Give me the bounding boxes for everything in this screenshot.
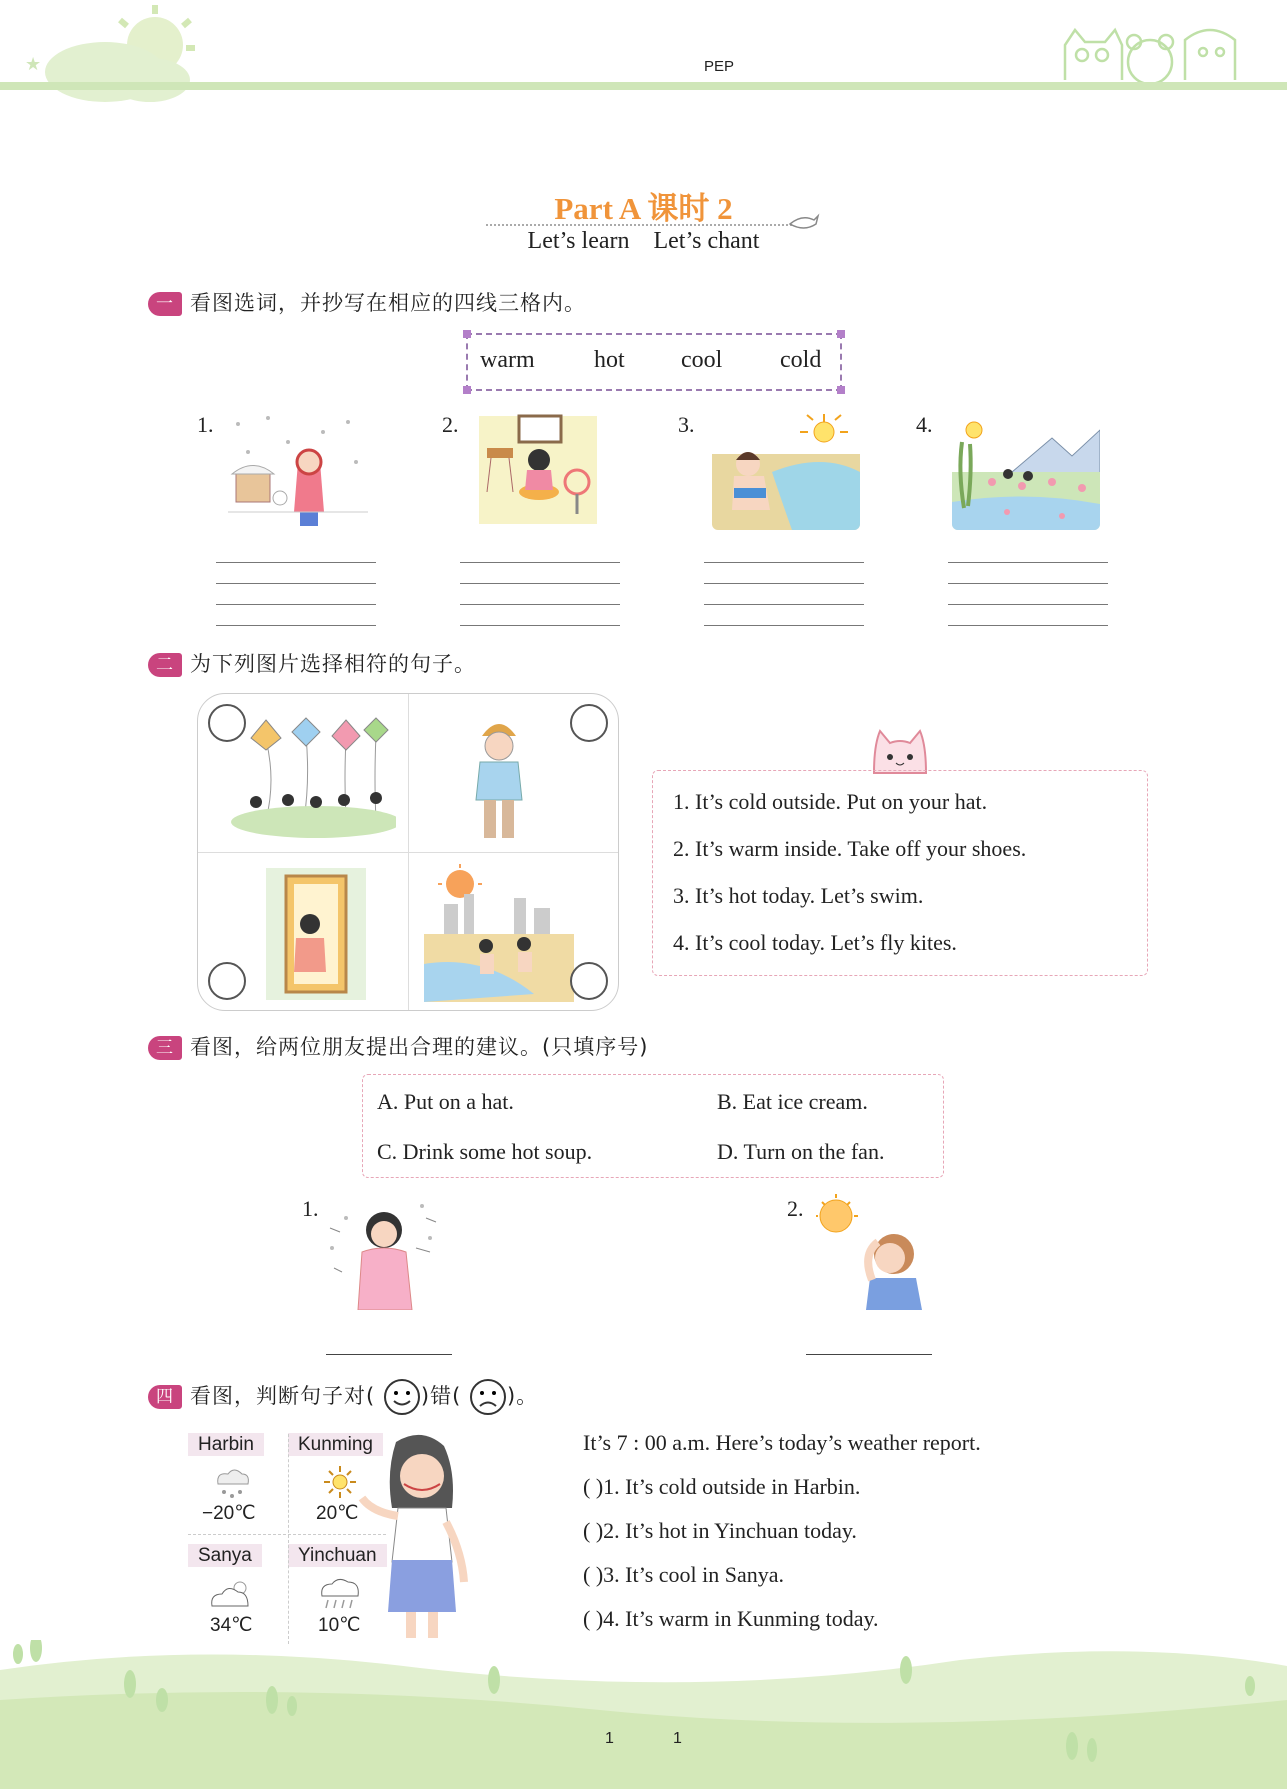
- statement: ( )1. It’s cold outside in Harbin.: [583, 1474, 861, 1499]
- header-line: [0, 82, 1287, 90]
- section2-instruction: 为下列图片选择相符的句子。: [190, 652, 476, 676]
- sentence: 2. It’s warm inside. Take off your shoes.: [673, 836, 1027, 861]
- word-hot: hot: [594, 347, 625, 373]
- s3-item-number: 1.: [302, 1196, 319, 1221]
- header-decoration: [0, 0, 1287, 120]
- picture-grid: [197, 693, 619, 1011]
- section4-instruction-a: 看图，判断句子对(: [190, 1384, 376, 1408]
- section4-heading: [148, 1378, 538, 1416]
- smile-face-icon: [383, 1378, 421, 1416]
- word-cool: cool: [681, 347, 723, 373]
- sentence: 4. It’s cool today. Let’s fly kites.: [673, 930, 957, 955]
- section3-instruction: 看图，给两位朋友提出合理的建议。(只填序号): [190, 1035, 649, 1059]
- option: D. Turn on the fan.: [717, 1139, 885, 1164]
- city-name: Harbin: [188, 1433, 264, 1456]
- presenter-woman-picture: [352, 1432, 476, 1642]
- section4-instruction-b: )错(: [420, 1384, 462, 1408]
- page-title: Part A 课时 2: [554, 191, 733, 226]
- answer-line[interactable]: [806, 1354, 932, 1355]
- sun-cloud-weather-icon: [208, 1578, 254, 1610]
- city-name: Sanya: [188, 1544, 262, 1567]
- city-temp: 20℃: [316, 1503, 359, 1524]
- kites-picture: [226, 710, 396, 840]
- weather-city: [188, 1545, 262, 1567]
- section3-heading: [148, 1031, 648, 1061]
- door-girl-picture: [266, 868, 366, 1000]
- page-number-left: 1: [605, 1730, 614, 1747]
- title-divider: [486, 224, 792, 226]
- animals-icon: [1065, 30, 1235, 84]
- boy-hat-picture: [464, 712, 534, 846]
- word-warm: warm: [480, 347, 535, 373]
- s1-item-number: 1.: [197, 412, 214, 437]
- city-name: Yinchuan: [288, 1544, 387, 1567]
- svg-text:★: ★: [25, 54, 42, 75]
- section1-heading: [148, 287, 586, 317]
- cold-girl-picture: [326, 1198, 444, 1310]
- cool-lake-picture: [952, 412, 1100, 530]
- city-temp: −20℃: [202, 1503, 256, 1524]
- s3-item-number: 2.: [787, 1196, 804, 1221]
- subtitle-chant: Let’s chant: [653, 228, 760, 254]
- snow-icon: [212, 1466, 252, 1500]
- word-box: [466, 333, 842, 391]
- section3-badge: 三: [148, 1036, 182, 1060]
- section1-instruction: 看图选词，并抄写在相应的四线三格内。: [190, 291, 586, 315]
- section4-badge: 四: [148, 1385, 182, 1409]
- statement: ( )3. It’s cool in Sanya.: [583, 1562, 785, 1587]
- hot-beach-picture: [712, 412, 860, 530]
- hot-boy-picture: [816, 1194, 930, 1310]
- option: A. Put on a hat.: [377, 1089, 514, 1114]
- sentence: 1. It’s cold outside. Put on your hat.: [673, 789, 988, 814]
- s1-item-number: 4.: [916, 412, 933, 437]
- weather-divider: [288, 1434, 289, 1644]
- answer-circle[interactable]: [570, 704, 608, 742]
- sentence-box: [652, 770, 1148, 976]
- footer-hills: [0, 1640, 1287, 1789]
- city-name: Kunming: [288, 1433, 383, 1456]
- cat-icon: [868, 727, 932, 775]
- section2-heading: [148, 648, 476, 678]
- answer-circle[interactable]: [208, 962, 246, 1000]
- city-temp: 34℃: [210, 1615, 253, 1636]
- city-temp: 10℃: [318, 1615, 361, 1636]
- beach-swim-picture: [424, 864, 574, 1002]
- statement: ( )4. It’s warm in Kunming today.: [583, 1606, 879, 1631]
- s1-item-number: 3.: [678, 412, 695, 437]
- option: C. Drink some hot soup.: [377, 1139, 593, 1164]
- subtitle-learn: Let’s learn: [527, 228, 630, 254]
- options-box: [362, 1074, 944, 1178]
- warm-room-picture: [477, 412, 601, 530]
- option: B. Eat ice cream.: [717, 1089, 868, 1114]
- sentence: 3. It’s hot today. Let’s swim.: [673, 883, 924, 908]
- s1-item-number: 2.: [442, 412, 459, 437]
- writing-lines[interactable]: [948, 562, 1108, 646]
- section2-badge: 二: [148, 653, 182, 677]
- answer-circle[interactable]: [208, 704, 246, 742]
- writing-lines[interactable]: [704, 562, 864, 646]
- snow-girl-picture: [228, 412, 368, 530]
- section1-badge: 一: [148, 292, 182, 316]
- writing-lines[interactable]: [216, 562, 376, 646]
- header-pep: PEP: [704, 58, 735, 75]
- weather-city: [188, 1434, 264, 1456]
- weather-report: It’s 7 : 00 a.m. Here’s today’s weather report.: [583, 1430, 981, 1455]
- page-number-right: 1: [673, 1730, 682, 1747]
- answer-line[interactable]: [326, 1354, 452, 1355]
- section4-instruction-c: )。: [506, 1384, 539, 1408]
- word-cold: cold: [780, 347, 822, 373]
- sad-face-icon: [469, 1378, 507, 1416]
- writing-lines[interactable]: [460, 562, 620, 646]
- page-subtitle: [0, 228, 1287, 255]
- statement: ( )2. It’s hot in Yinchuan today.: [583, 1518, 857, 1543]
- answer-circle[interactable]: [570, 962, 608, 1000]
